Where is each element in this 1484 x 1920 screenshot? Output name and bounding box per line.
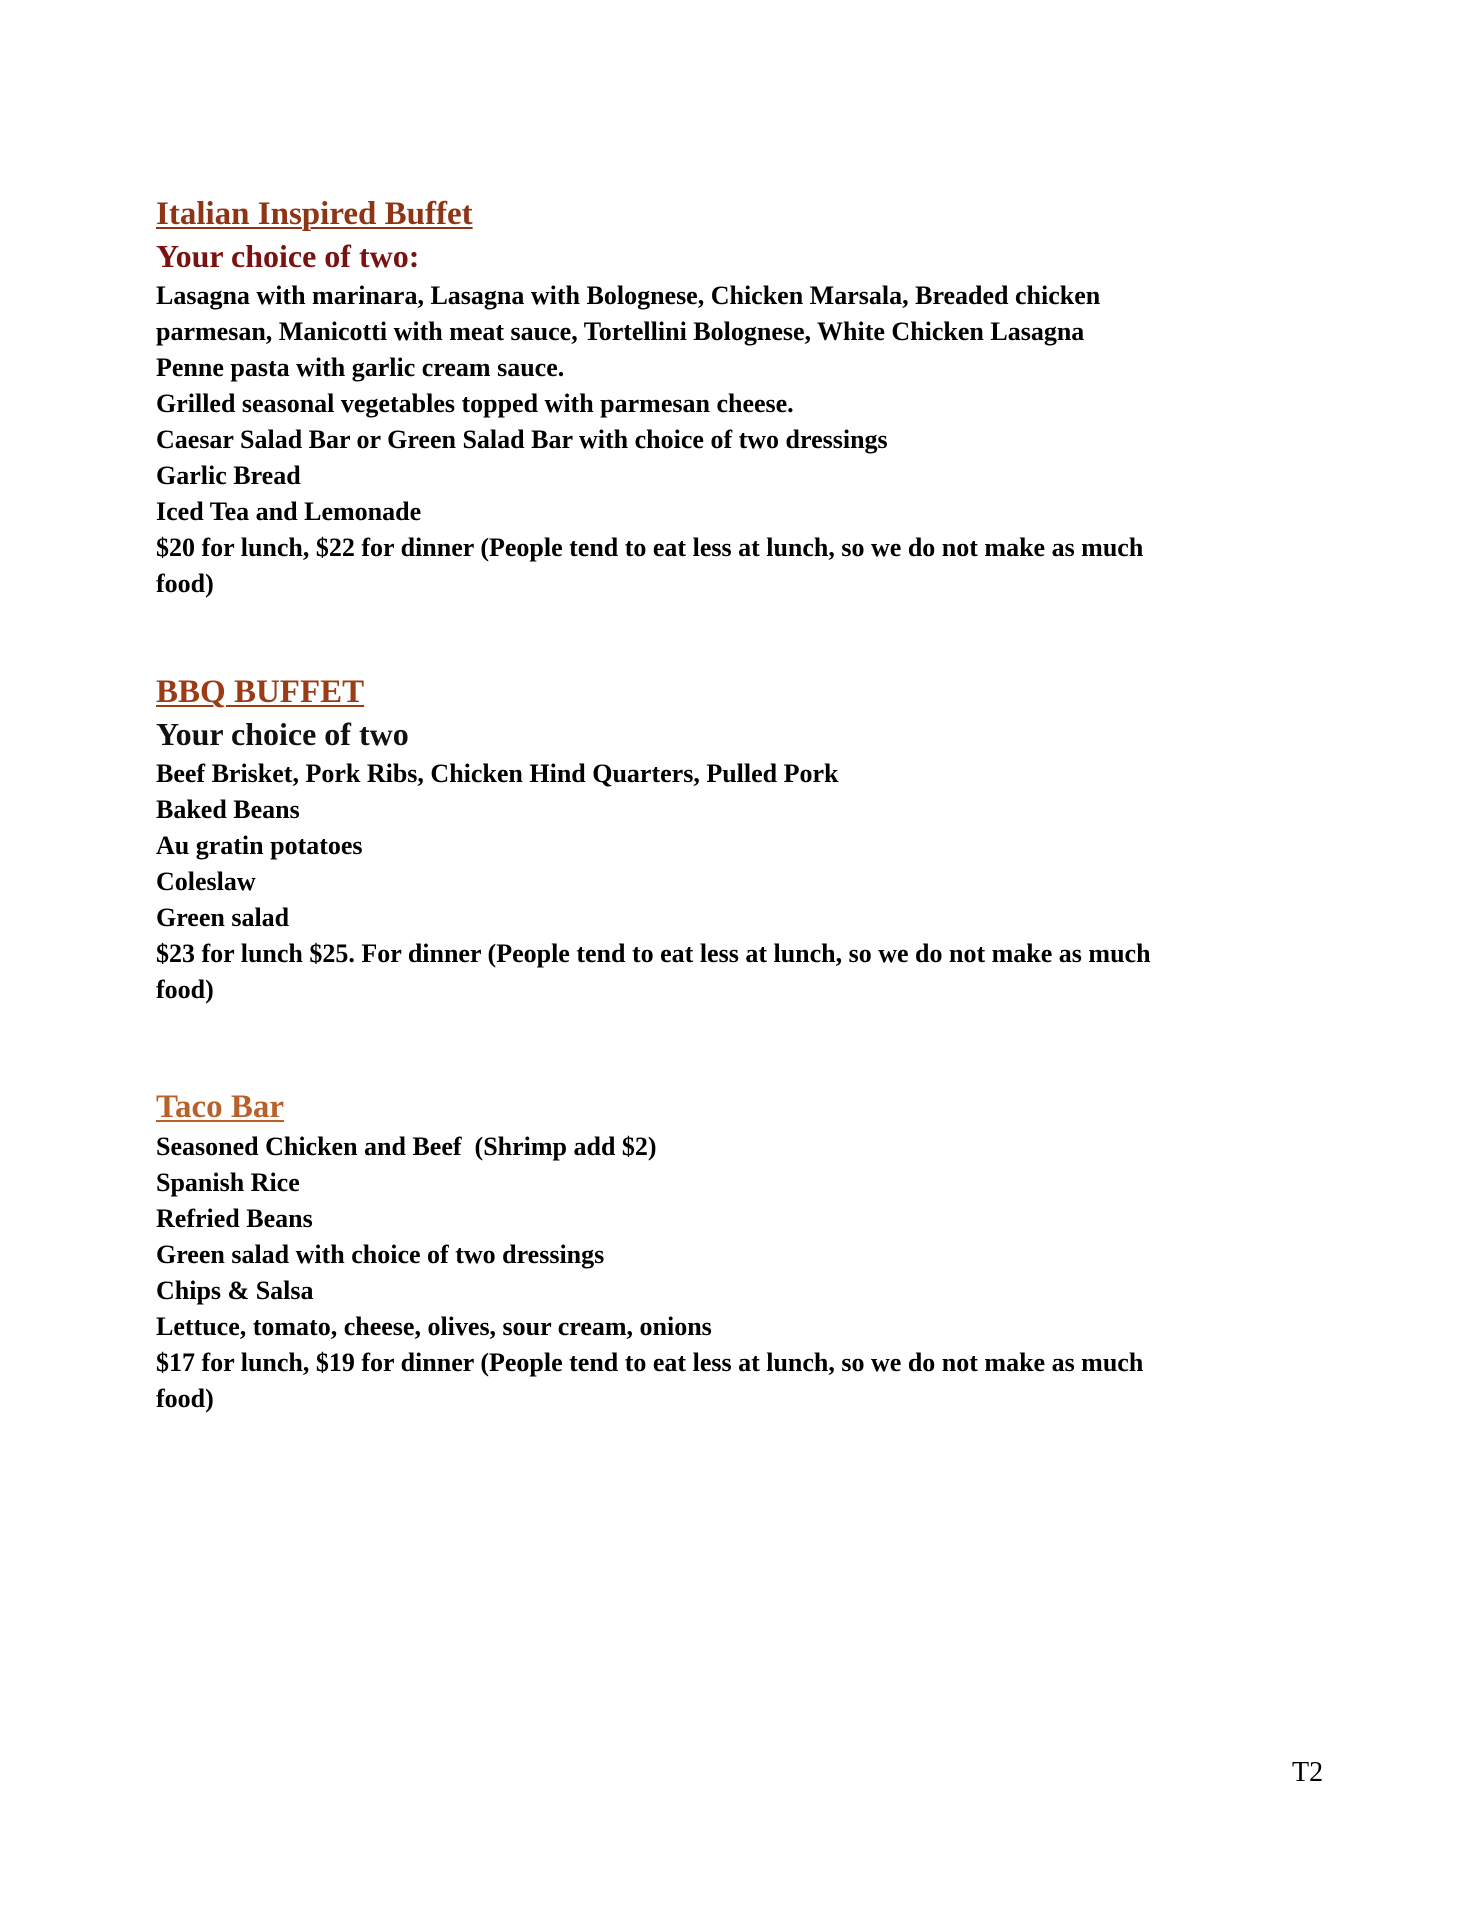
price-line: food) — [156, 1384, 214, 1413]
italian-buffet-title: Italian Inspired Buffet — [156, 196, 473, 232]
menu-line: Caesar Salad Bar or Green Salad Bar with choice of two dressings — [156, 425, 888, 454]
italian-buffet-section — [156, 192, 1326, 602]
menu-line: Penne pasta with garlic cream sauce. — [156, 353, 565, 382]
italian-buffet-subtitle: Your choice of two: — [156, 238, 420, 274]
taco-bar-items — [156, 1129, 1326, 1417]
bbq-buffet-title: BBQ BUFFET — [156, 674, 365, 710]
menu-line: Lettuce, tomato, cheese, olives, sour cream, onions — [156, 1312, 712, 1341]
taco-bar-title: Taco Bar — [156, 1089, 285, 1125]
bbq-buffet-subtitle: Your choice of two — [156, 716, 409, 752]
bbq-buffet-section — [156, 670, 1326, 1008]
menu-line: Chips & Salsa — [156, 1276, 314, 1305]
menu-line: Green salad — [156, 903, 290, 932]
taco-bar-section — [156, 1085, 1326, 1417]
page-number: T2 — [1292, 1757, 1324, 1788]
menu-line: Spanish Rice — [156, 1168, 300, 1197]
price-line: $20 for lunch, $22 for dinner (People tend to eat less at lunch, so we do not make as much — [156, 533, 1144, 562]
menu-line: Coleslaw — [156, 867, 256, 896]
menu-line: Baked Beans — [156, 795, 300, 824]
menu-line: Garlic Bread — [156, 461, 301, 490]
price-line: $17 for lunch, $19 for dinner (People tend to eat less at lunch, so we do not make as much — [156, 1348, 1144, 1377]
bbq-buffet-items — [156, 756, 1326, 1008]
menu-line: Refried Beans — [156, 1204, 313, 1233]
menu-line: Au gratin potatoes — [156, 831, 363, 860]
price-line: food) — [156, 975, 214, 1004]
price-line: food) — [156, 569, 214, 598]
price-line: $23 for lunch $25. For dinner (People tend to eat less at lunch, so we do not make as much — [156, 939, 1151, 968]
menu-line: Grilled seasonal vegetables topped with parmesan cheese. — [156, 389, 794, 418]
menu-line: Lasagna with marinara, Lasagna with Bolognese, Chicken Marsala, Breaded chicken — [156, 281, 1101, 310]
menu-line: parmesan, Manicotti with meat sauce, Tortellini Bolognese, White Chicken Lasagna — [156, 317, 1085, 346]
italian-buffet-items — [156, 278, 1326, 602]
menu-line: Seasoned Chicken and Beef (Shrimp add $2) — [156, 1132, 657, 1161]
menu-line: Iced Tea and Lemonade — [156, 497, 422, 526]
menu-line: Beef Brisket, Pork Ribs, Chicken Hind Quarters, Pulled Pork — [156, 759, 839, 788]
menu-line: Green salad with choice of two dressings — [156, 1240, 605, 1269]
